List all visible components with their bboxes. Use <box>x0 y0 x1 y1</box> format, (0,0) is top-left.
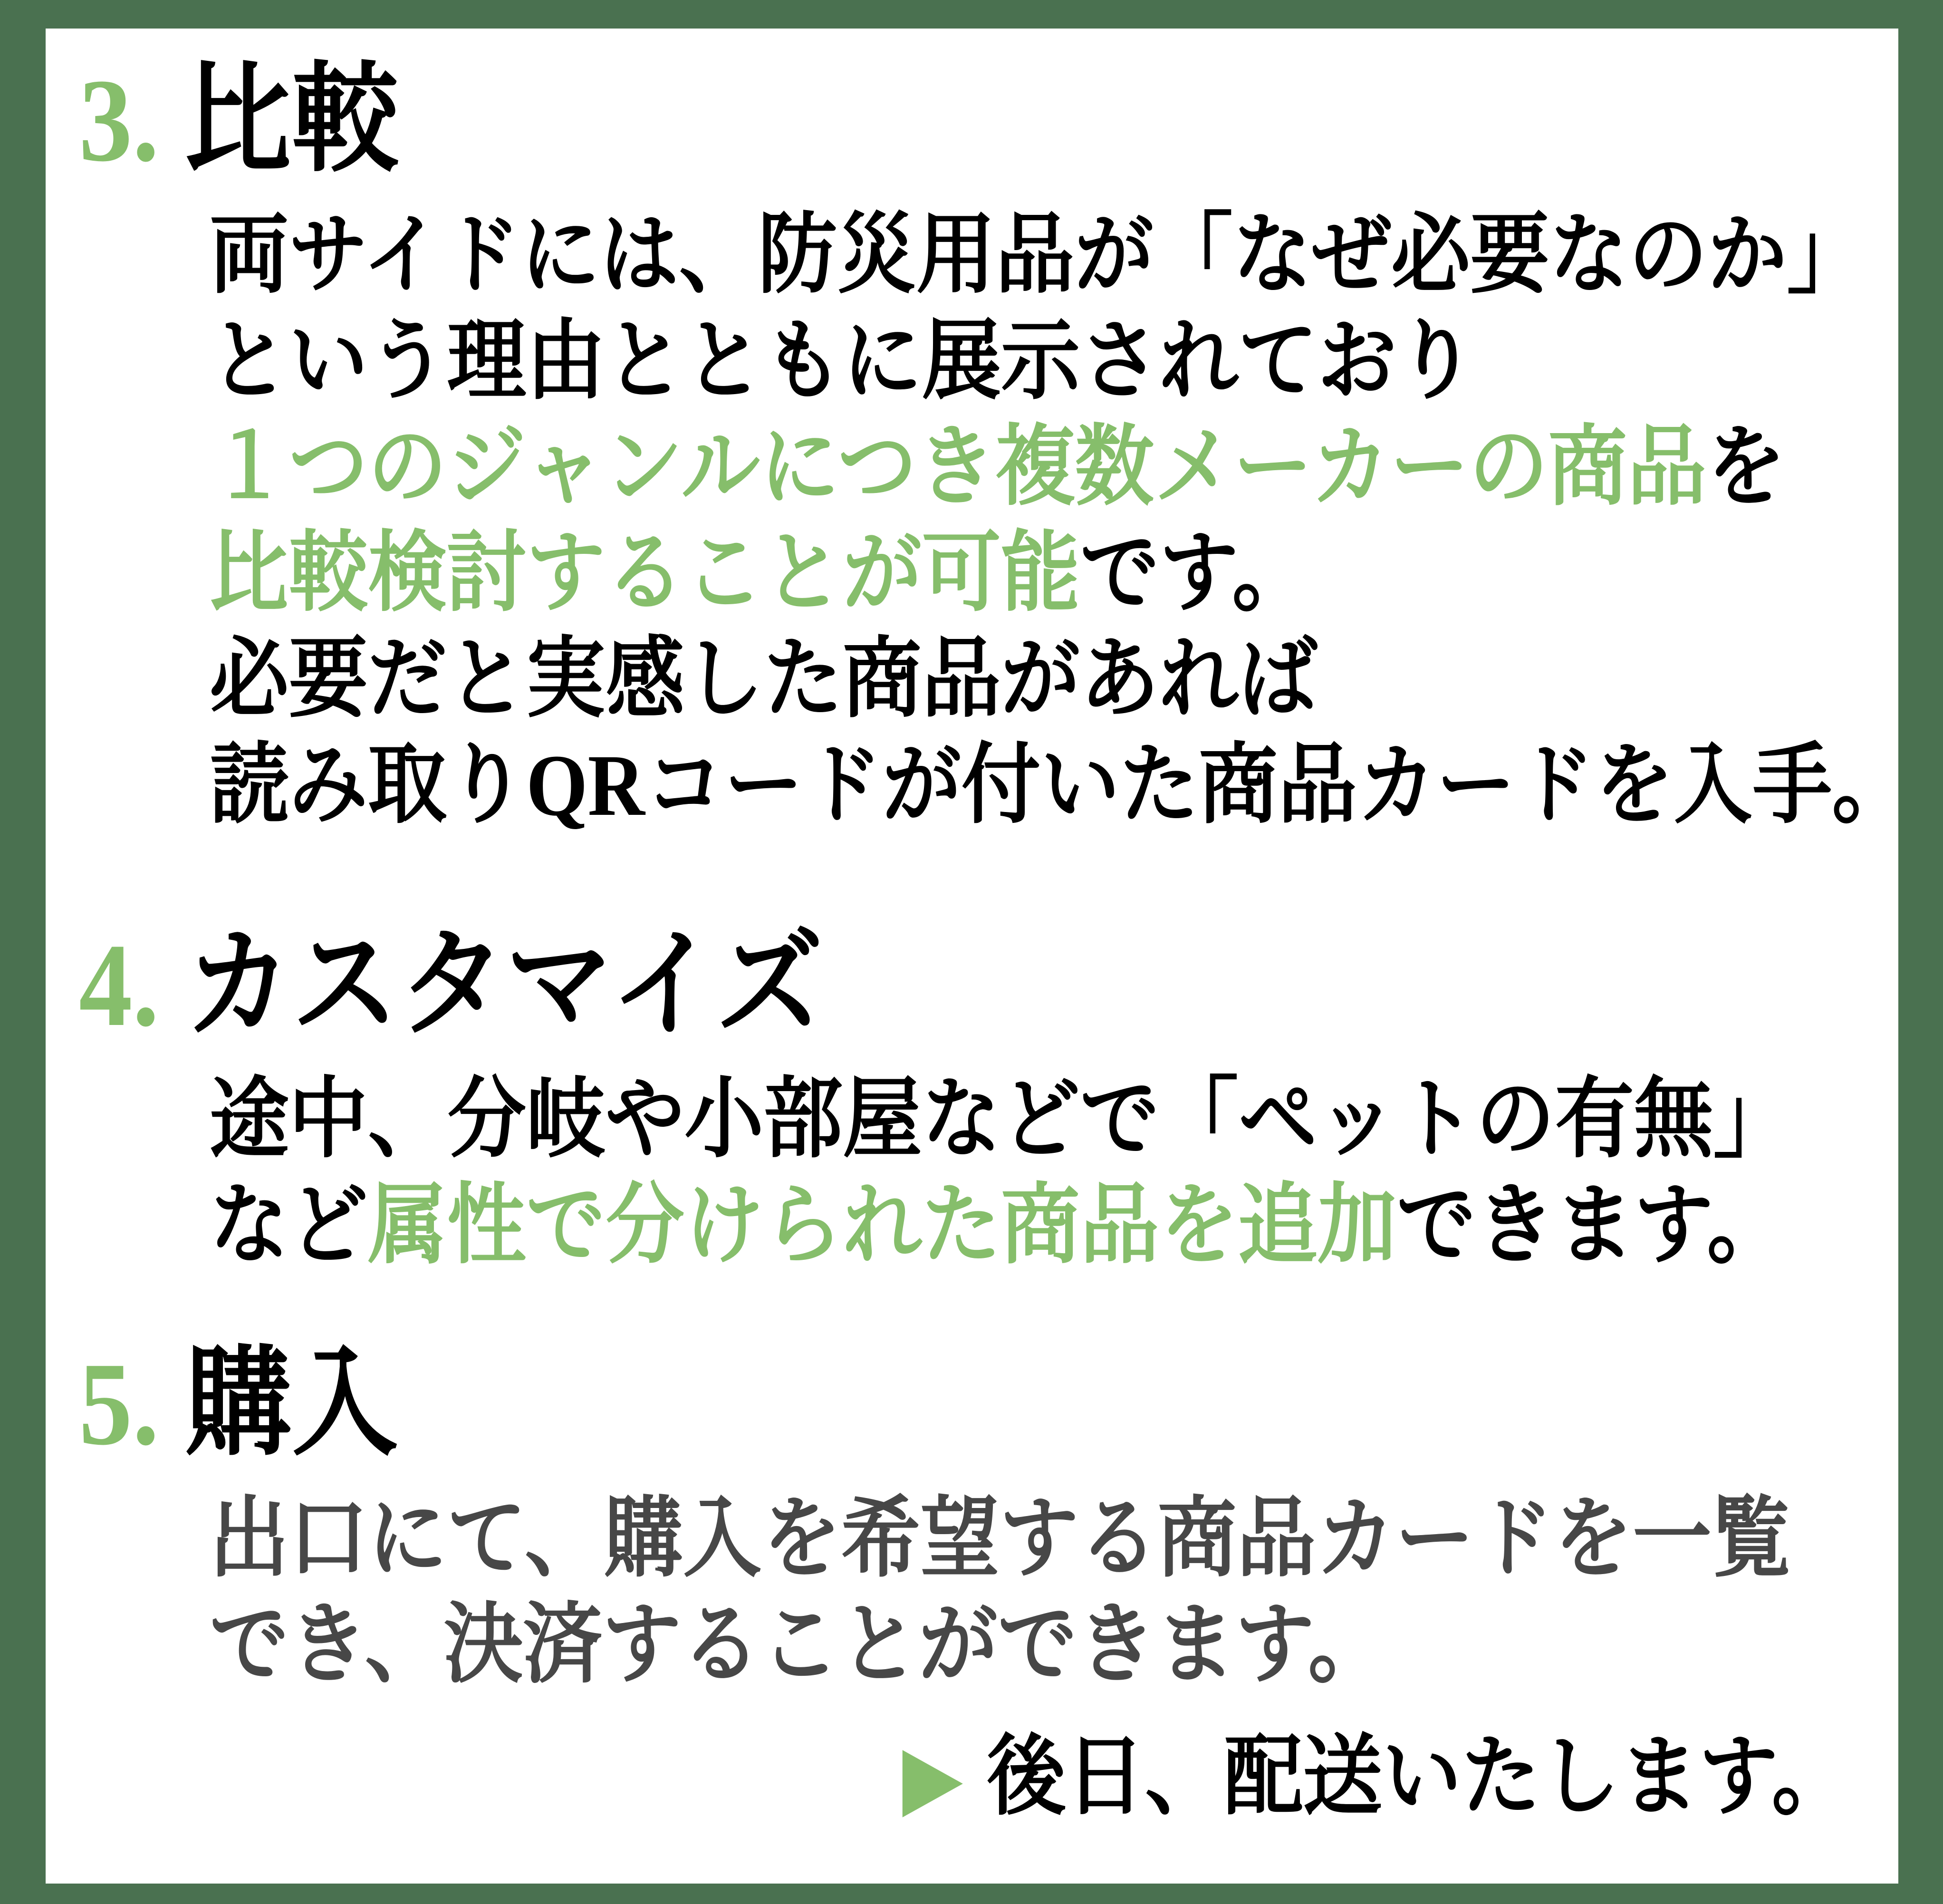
text-segment-highlight: １つのジャンルにつき複数メーカーの商品 <box>210 418 1707 516</box>
text-segment: 両サイドには、防災用品が「なぜ必要なのか」 <box>210 206 1866 304</box>
section-title: 購入 <box>184 1338 399 1470</box>
text-line <box>210 521 1704 627</box>
text-line <box>210 309 1704 415</box>
text-line <box>210 733 1911 839</box>
text-segment: という理由とともに展示されており <box>210 312 1476 410</box>
text-segment: 出口にて、購入を希望する商品カードを一覧 <box>210 1490 1791 1588</box>
text-segment: 途中、分岐や小部屋などで「ペットの有無」 <box>210 1071 1792 1169</box>
text-line <box>210 1486 1791 1592</box>
slide-panel <box>46 29 1911 1884</box>
section-purchase <box>79 1336 1870 1698</box>
delivery-note-text: 後日、配送いたします。 <box>986 1728 1851 1826</box>
delivery-note <box>256 1724 1851 1830</box>
text-segment: など <box>210 1177 368 1275</box>
text-segment: を <box>1706 418 1786 516</box>
section-heading <box>79 917 1691 1054</box>
section-number: 5. <box>79 1338 159 1470</box>
section-heading <box>79 52 1691 189</box>
section-number: 3. <box>79 55 159 186</box>
section-title: カスタマイズ <box>184 919 823 1051</box>
text-segment: です。 <box>1080 524 1311 622</box>
section-number: 4. <box>79 919 159 1051</box>
text-segment-highlight: 比較検討することが可能 <box>210 524 1080 622</box>
section-paragraph <box>210 1067 1870 1279</box>
text-line <box>210 1592 1704 1698</box>
text-segment-highlight: 属性で分けられた商品を追加 <box>368 1177 1397 1275</box>
play-triangle-icon: ▶ <box>902 1728 963 1826</box>
section-comparison <box>79 52 1911 839</box>
section-title: 比較 <box>184 55 399 186</box>
text-segment: 読み取りQRコードが付いた商品カードを入手。 <box>210 736 1911 834</box>
text-line <box>210 1067 1792 1173</box>
text-segment: 必要だと実感した商品があれば <box>210 630 1318 728</box>
text-segment: できます。 <box>1396 1177 1786 1275</box>
text-line <box>210 203 1866 309</box>
text-line <box>210 1173 1786 1279</box>
text-line <box>210 415 1786 521</box>
text-segment: でき、決済することができます。 <box>210 1596 1387 1694</box>
section-paragraph <box>210 1486 1870 1698</box>
text-line <box>210 627 1704 733</box>
section-customize <box>79 917 1870 1279</box>
section-heading <box>79 1336 1691 1473</box>
section-paragraph <box>210 203 1911 839</box>
